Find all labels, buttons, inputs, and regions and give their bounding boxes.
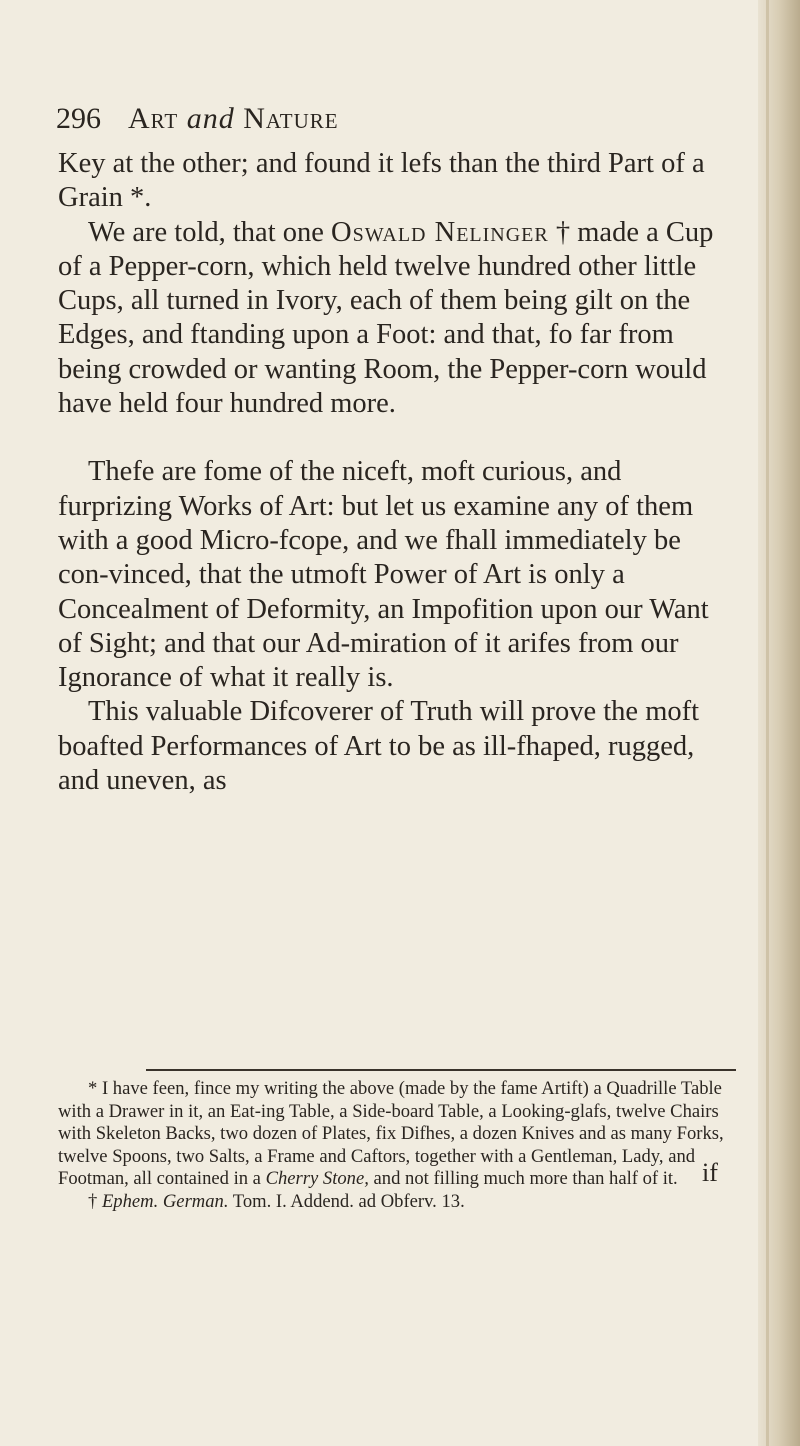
footnote-1 bbox=[58, 1078, 738, 1191]
page-edge bbox=[758, 0, 800, 1446]
footnote-1-end: and not filling much more than half of it. bbox=[373, 1168, 678, 1190]
body-text bbox=[58, 147, 738, 798]
footnote-1-text: * I have feen, fince my writing the above (made by the fame Artift) a Quadrille Table with a Drawer in it, an Eat-ing Table, a Side-board Table, a Looking-glafs, twelve Chairs with Skeleton Backs, two dozen of Plates, fix Difhes, a dozen Knives and as many Forks, twelve Spoons, two Salts, a Frame and Caftors, together with a Gentleman, Lady, and Footman, all contained in a bbox=[58, 1078, 724, 1190]
running-title bbox=[128, 102, 339, 136]
paragraph-2 bbox=[58, 216, 738, 422]
footnote-2-source: Ephem. German. bbox=[101, 1190, 229, 1212]
footnote-1-italic: Cherry Stone, bbox=[265, 1168, 369, 1190]
title-and: and bbox=[186, 102, 235, 135]
footnotes bbox=[58, 1078, 738, 1214]
paragraph-2-lead: We are told, that one bbox=[88, 216, 324, 248]
footnote-2 bbox=[58, 1191, 738, 1214]
running-header bbox=[56, 100, 616, 140]
footnote-2-ref: Tom. I. Addend. ad Obferv. 13. bbox=[232, 1190, 465, 1212]
title-art: Art bbox=[128, 102, 179, 135]
catchword: if bbox=[702, 1158, 718, 1187]
page-number: 296 bbox=[56, 102, 101, 135]
paragraph-2-rest: † made a Cup of a Pepper-corn, which held twelve hundred other little Cups, all turned in Ivory, each of them being gilt on the Edges, and ftanding upon a Foot: and that, fo far from being crowded or wanting Room, the Pepper-corn would have held four hundred more. bbox=[58, 216, 714, 420]
paragraph-1: Key at the other; and found it lefs than the third Part of a Grain *. bbox=[58, 148, 705, 214]
footnote-2-mark: † bbox=[88, 1190, 98, 1212]
paragraph-3: Thefe are fome of the niceft, moft curious, and furprizing Works of Art: but let us examine any of them with a good Micro-fcope, and we fhall immediately be con-vinced, that the utmoft Power of Art is only a Concealment of Deformity, an Impofition upon our Want of Sight; and that our Ad-miration of it arifes from our Ignorance of what it really is. bbox=[58, 456, 709, 694]
footnote-rule bbox=[146, 1069, 736, 1071]
title-nature: Nature bbox=[243, 102, 339, 135]
person-name: Oswald Nelinger bbox=[331, 216, 549, 248]
paragraph-4: This valuable Difcoverer of Truth will prove the moft boafted Performances of Art to be as ill-fhaped, rugged, and uneven, as bbox=[58, 696, 700, 797]
